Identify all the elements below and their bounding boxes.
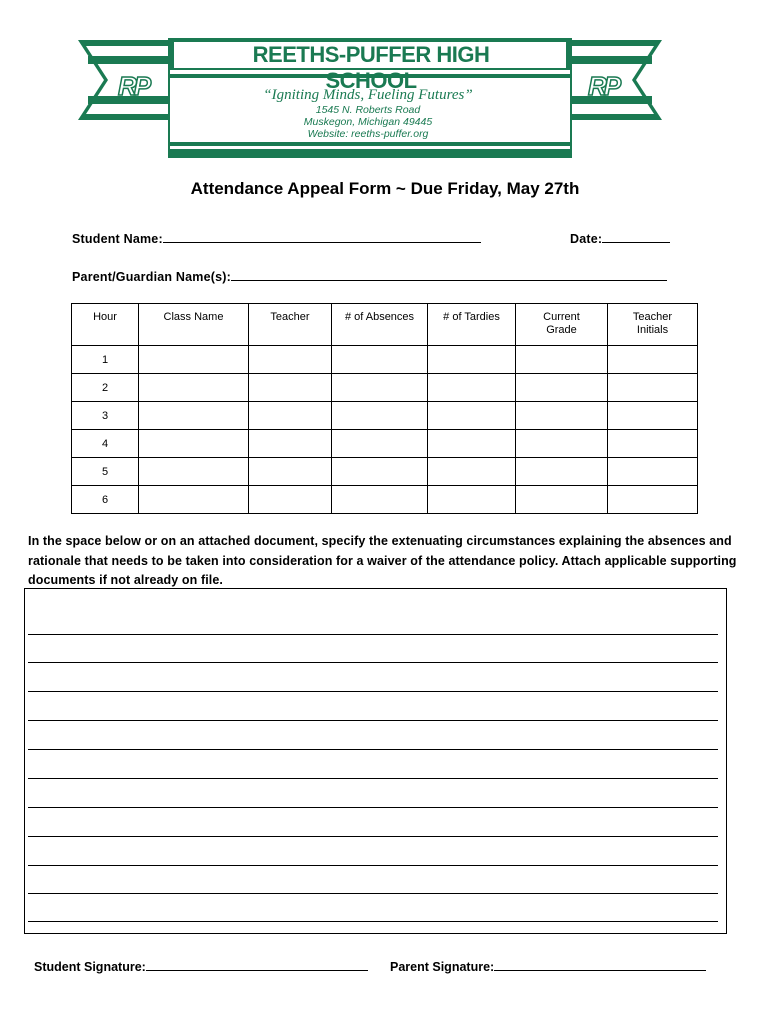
explanation-line[interactable] — [28, 836, 718, 837]
absences-cell[interactable] — [332, 458, 428, 486]
absences-cell[interactable] — [332, 430, 428, 458]
explanation-line[interactable] — [28, 921, 718, 922]
teacher-cell[interactable] — [249, 486, 332, 514]
student-signature-blank[interactable] — [146, 958, 368, 971]
teacher-cell[interactable] — [249, 458, 332, 486]
grade-cell[interactable] — [516, 402, 608, 430]
teacher-cell[interactable] — [249, 430, 332, 458]
header-class-name: Class Name — [139, 304, 249, 346]
date-label: Date: — [570, 232, 603, 246]
rp-logo-right: RP — [587, 71, 619, 101]
class-name-cell[interactable] — [139, 374, 249, 402]
parent-name-blank[interactable] — [231, 268, 667, 281]
tardies-cell[interactable] — [428, 458, 516, 486]
hour-cell: 3 — [72, 402, 139, 430]
parent-signature-blank[interactable] — [494, 958, 706, 971]
parent-name-label: Parent/Guardian Name(s): — [72, 270, 232, 284]
school-name: REETHS-PUFFER HIGH SCHOOL — [252, 42, 490, 93]
explanation-line[interactable] — [28, 749, 718, 750]
student-signature-field[interactable] — [34, 958, 368, 975]
header-teacher: Teacher — [249, 304, 332, 346]
absences-cell[interactable] — [332, 486, 428, 514]
address-city: Muskegon, Michigan 49445 — [303, 116, 433, 128]
grade-cell[interactable] — [516, 346, 608, 374]
teacher-cell[interactable] — [249, 346, 332, 374]
absences-cell[interactable] — [332, 402, 428, 430]
initials-cell[interactable] — [608, 346, 698, 374]
table-row — [72, 430, 698, 458]
parent-name-field[interactable] — [72, 268, 667, 285]
student-name-blank[interactable] — [163, 230, 481, 243]
hour-cell: 5 — [72, 458, 139, 486]
hour-cell: 2 — [72, 374, 139, 402]
class-name-cell[interactable] — [139, 346, 249, 374]
teacher-cell[interactable] — [249, 374, 332, 402]
grade-cell[interactable] — [516, 486, 608, 514]
rp-logo-left: RP — [117, 71, 149, 101]
explanation-line[interactable] — [28, 662, 718, 663]
absences-cell[interactable] — [332, 374, 428, 402]
explanation-box[interactable] — [24, 588, 727, 934]
hour-cell: 6 — [72, 486, 139, 514]
explanation-line[interactable] — [28, 720, 718, 721]
table-row — [72, 402, 698, 430]
address-street: 1545 N. Roberts Road — [315, 104, 421, 116]
explanation-line[interactable] — [28, 778, 718, 779]
initials-cell[interactable] — [608, 374, 698, 402]
header-tardies: # of Tardies — [428, 304, 516, 346]
student-signature-label: Student Signature: — [34, 960, 146, 974]
class-name-cell[interactable] — [139, 430, 249, 458]
table-row — [72, 486, 698, 514]
school-motto: “Igniting Minds, Fueling Futures” — [263, 87, 473, 103]
initials-cell[interactable] — [608, 458, 698, 486]
attendance-table — [71, 303, 698, 514]
grade-cell[interactable] — [516, 374, 608, 402]
table-header-row — [72, 304, 698, 346]
date-field[interactable] — [570, 230, 670, 247]
student-name-field[interactable] — [72, 230, 481, 247]
instructions-text: In the space below or on an attached document, specify the extenuating circumstances explaining the absences and rationale that needs to be taken into consideration for a waiver of the attendance policy. Attach applicable supporting documents if not already on file. — [28, 534, 737, 587]
explanation-line[interactable] — [28, 865, 718, 866]
header-absences: # of Absences — [332, 304, 428, 346]
explanation-line[interactable] — [28, 691, 718, 692]
parent-signature-field[interactable] — [390, 958, 706, 975]
tardies-cell[interactable] — [428, 374, 516, 402]
header-current-grade: Current Grade — [516, 304, 608, 346]
student-name-label: Student Name: — [72, 232, 163, 246]
tardies-cell[interactable] — [428, 346, 516, 374]
header-teacher-initials: Teacher Initials — [608, 304, 698, 346]
table-row — [72, 346, 698, 374]
explanation-line[interactable] — [28, 634, 718, 635]
tardies-cell[interactable] — [428, 430, 516, 458]
explanation-line[interactable] — [28, 893, 718, 894]
school-website: Website: reeths-puffer.org — [307, 128, 429, 140]
class-name-cell[interactable] — [139, 486, 249, 514]
grade-cell[interactable] — [516, 458, 608, 486]
parent-signature-label: Parent Signature: — [390, 960, 495, 974]
class-name-cell[interactable] — [139, 458, 249, 486]
absences-cell[interactable] — [332, 346, 428, 374]
initials-cell[interactable] — [608, 430, 698, 458]
form-title: Attendance Appeal Form ~ Due Friday, May 27th — [190, 179, 580, 198]
class-name-cell[interactable] — [139, 402, 249, 430]
header-hour: Hour — [72, 304, 139, 346]
initials-cell[interactable] — [608, 402, 698, 430]
hour-cell: 1 — [72, 346, 139, 374]
table-row — [72, 458, 698, 486]
teacher-cell[interactable] — [249, 402, 332, 430]
explanation-line[interactable] — [28, 807, 718, 808]
hour-cell: 4 — [72, 430, 139, 458]
table-row — [72, 374, 698, 402]
date-blank[interactable] — [602, 230, 670, 243]
tardies-cell[interactable] — [428, 402, 516, 430]
tardies-cell[interactable] — [428, 486, 516, 514]
grade-cell[interactable] — [516, 430, 608, 458]
initials-cell[interactable] — [608, 486, 698, 514]
